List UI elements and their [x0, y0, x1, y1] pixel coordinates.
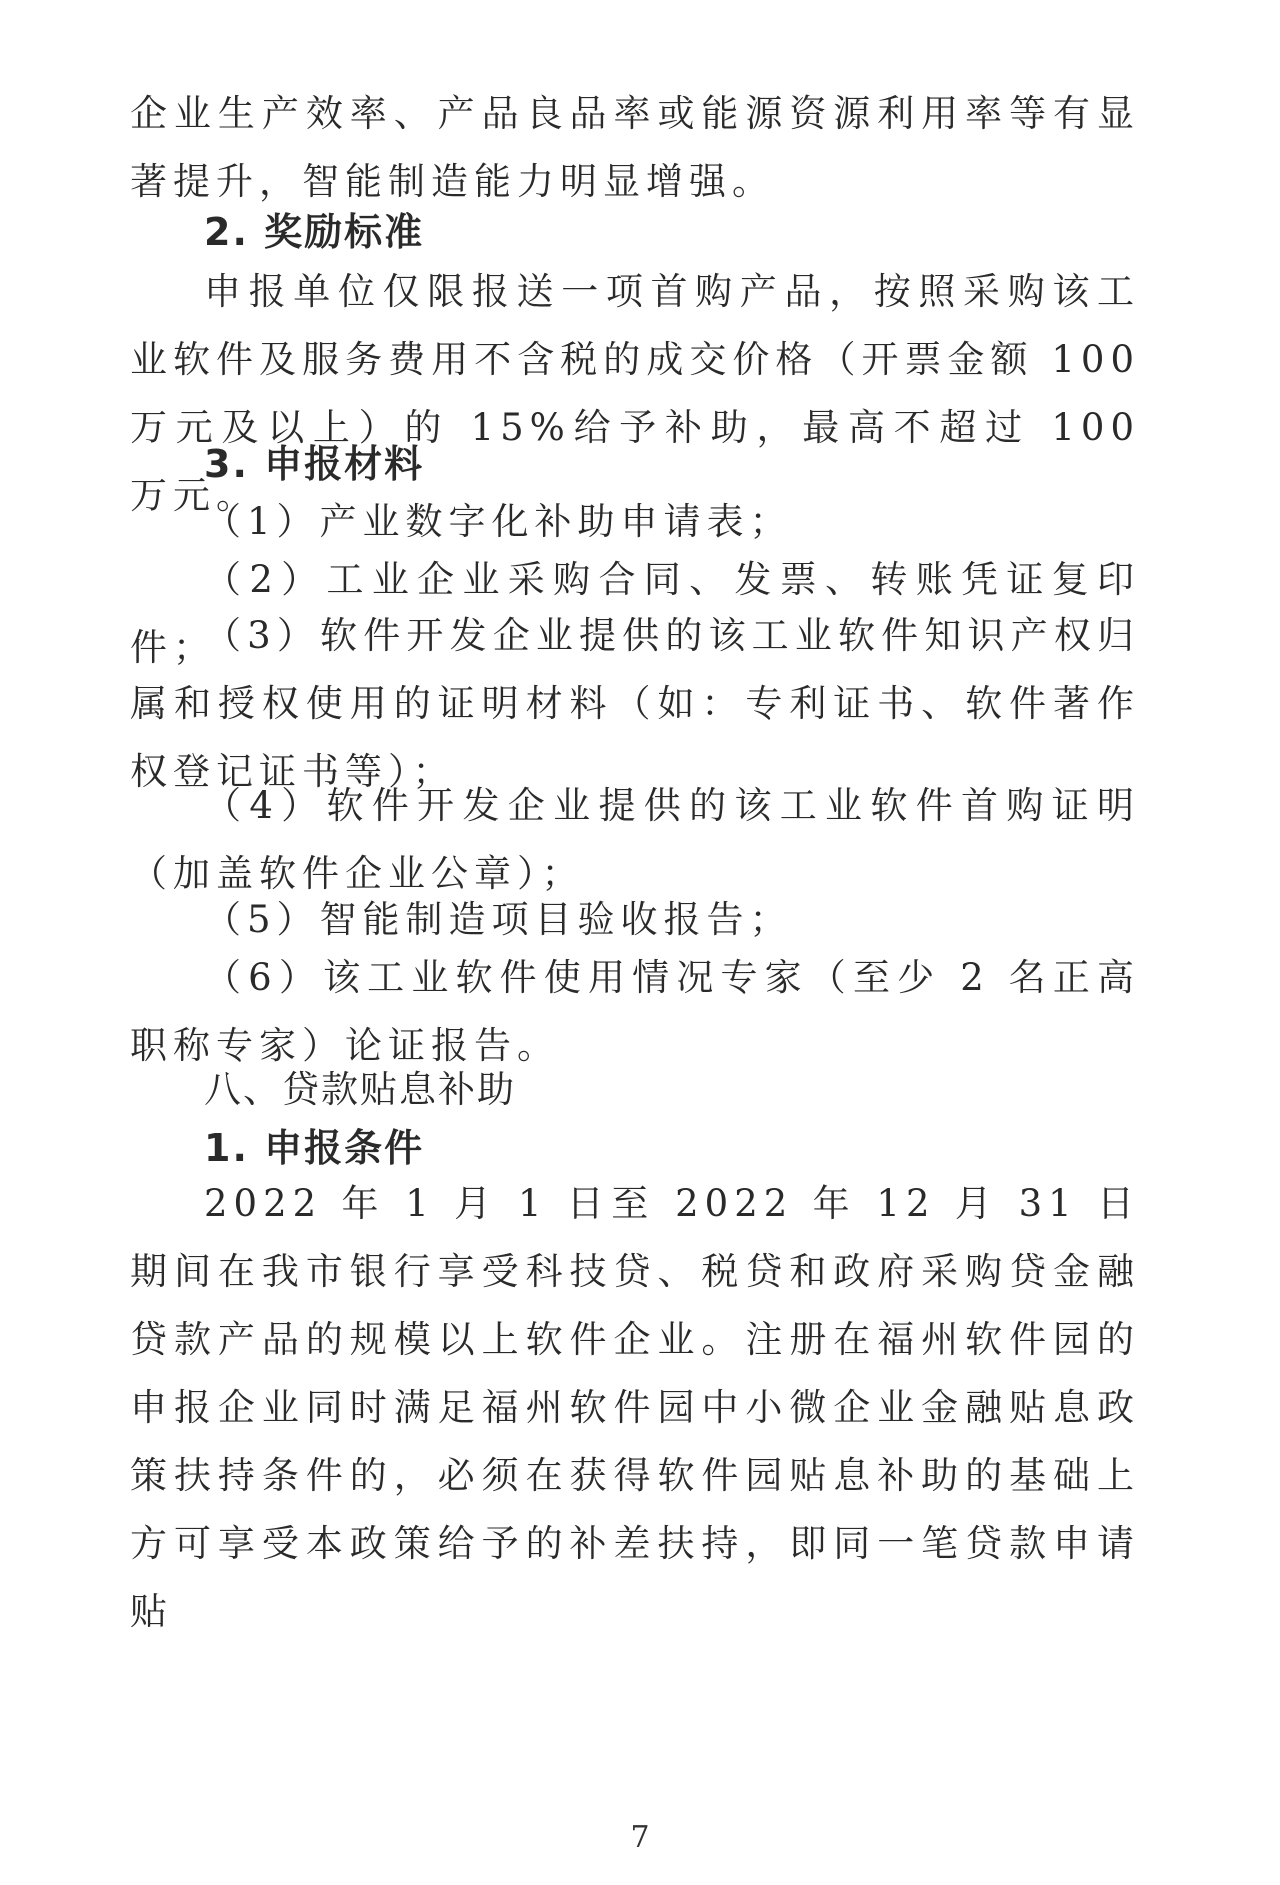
list-item-material-4: （4）软件开发企业提供的该工业软件首购证明（加盖软件企业公章）；: [130, 784, 1140, 895]
paragraph-continuation: 企业生产效率、产品良品率或能源资源利用率等有显著提升，智能制造能力明显增强。: [130, 92, 1140, 203]
heading-application-materials: 3. 申报材料: [204, 442, 425, 486]
list-item-material-1: （1）产业数字化补助申请表；: [204, 500, 793, 543]
list-item-material-5: （5）智能制造项目验收报告；: [204, 898, 793, 941]
paragraph-reward-standard: 申报单位仅限报送一项首购产品，按照采购该工业软件及服务费用不含税的成交价格（开票金额 100 万元及以上）的 15%给予补助，最高不超过 100 万元。: [130, 270, 1140, 517]
heading-application-conditions: 1. 申报条件: [204, 1126, 425, 1170]
list-item-material-6: （6）该工业软件使用情况专家（至少 2 名正高职称专家）论证报告。: [130, 956, 1140, 1067]
page-number: 7: [630, 1820, 650, 1855]
list-item-material-3: （3）软件开发企业提供的该工业软件知识产权归属和授权使用的证明材料（如：专利证书、软件著作权登记证书等）；: [130, 614, 1140, 793]
paragraph-application-conditions: 2022 年 1 月 1 日至 2022 年 12 月 31 日期间在我市银行享受科技贷、税贷和政府采购贷金融贷款产品的规模以上软件企业。注册在福州软件园的申报企业同时满足福州软件园中小微企业金融贴息政策扶持条件的，必须在获得软件园贴息补助的基础上方可享受本政策给予的补差扶持，即同一笔贷款申请贴: [130, 1182, 1140, 1633]
section-title-loan-subsidy: 八、贷款贴息补助: [204, 1068, 516, 1111]
list-item-material-2: （2）工业企业采购合同、发票、转账凭证复印件；: [130, 558, 1140, 669]
heading-reward-standard: 2. 奖励标准: [204, 210, 425, 254]
